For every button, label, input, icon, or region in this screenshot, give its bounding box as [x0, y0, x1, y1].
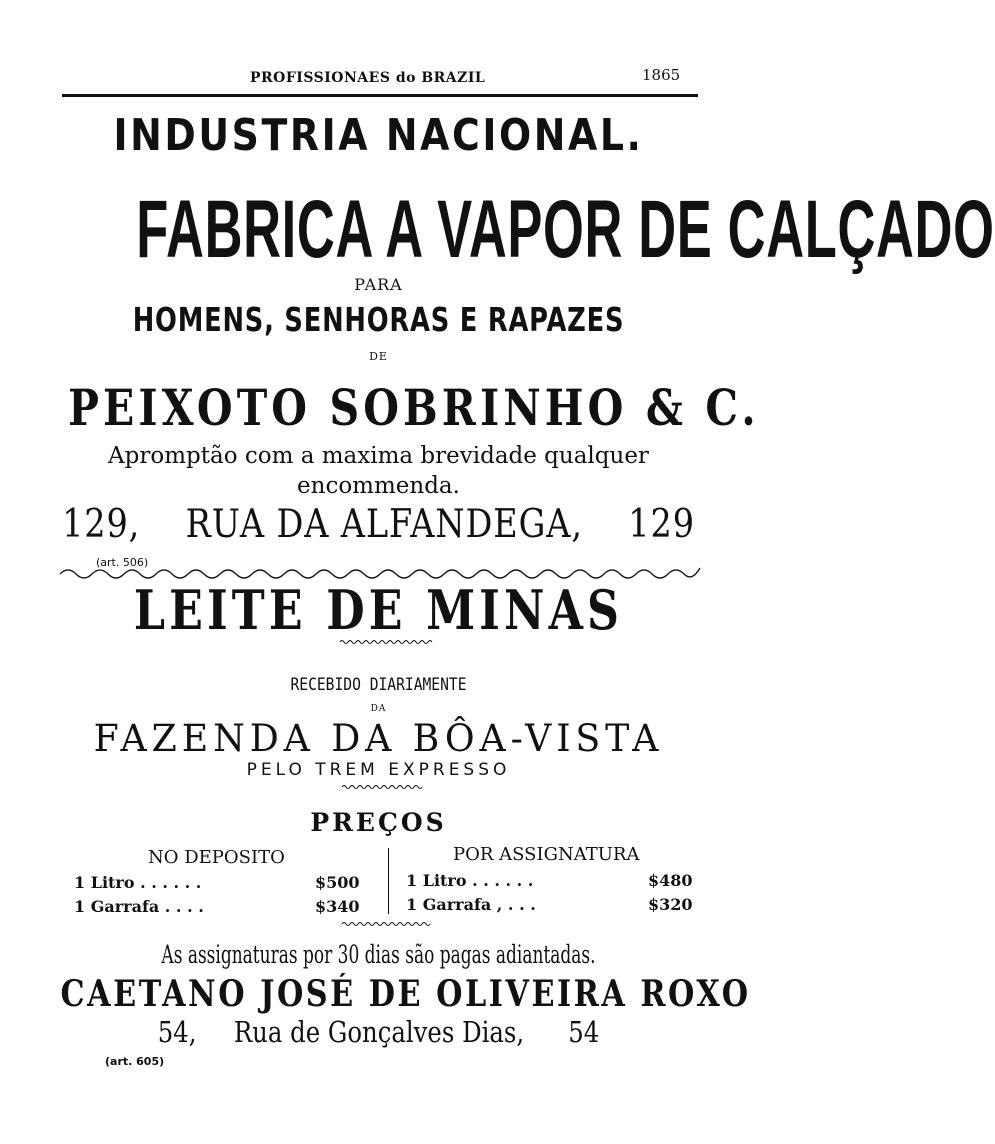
ad1-company-name: PEIXOTO SOBRINHO & C.: [68, 378, 760, 437]
ad2-address: [61, 1015, 697, 1049]
running-head: PROFISSIONAES do BRAZIL: [250, 70, 486, 86]
ad1-title: INDUSTRIA NACIONAL.: [113, 110, 644, 161]
ad1-text-line2: encommenda.: [297, 473, 460, 499]
ad1-de: DE: [369, 350, 388, 363]
ad1-subtitle: FABRICA A VAPOR DE CALÇADO: [136, 184, 995, 275]
prices-title: PREÇOS: [310, 808, 447, 837]
ad1-address-street: RUA DA ALFANDEGA,: [185, 502, 583, 547]
price-row-value: $480: [648, 871, 693, 890]
ad2-address-number-left: 54,: [157, 1015, 197, 1049]
ad2-da: DA: [370, 704, 387, 714]
ad1-address-number-right: 129: [628, 502, 695, 547]
header-rule: [62, 94, 698, 97]
price-row-item: 1 Garrafa . . . .: [74, 897, 204, 916]
ad1-address-number-left: 129,: [62, 502, 141, 547]
transport-underline-ornament: [342, 783, 422, 791]
title-underline-ornament: [340, 638, 432, 646]
price-row-item: 1 Litro . . . . . .: [406, 871, 534, 890]
price-column-divider: [388, 848, 389, 914]
page-number: 1865: [642, 66, 681, 84]
price-row-item: 1 Litro . . . . . .: [74, 873, 202, 892]
ad2-title: LEITE DE MINAS: [133, 578, 624, 642]
ad1-art-reference: (art. 506): [96, 556, 149, 569]
ad1-audience: HOMENS, SENHORAS E RAPAZES: [132, 300, 625, 339]
ad2-farm-name: FAZENDA DA BÔA-VISTA: [93, 717, 664, 760]
table-underline-ornament: [342, 920, 432, 928]
price-row-value: $320: [648, 895, 693, 914]
price-row-value: $340: [315, 897, 360, 916]
price-col-heading-subscription: POR ASSIGNATURA: [453, 844, 640, 865]
ad1-address: [53, 502, 704, 547]
ad1-para: PARA: [354, 275, 403, 294]
price-col-heading-deposit: NO DEPOSITO: [148, 847, 285, 868]
ad2-received-daily: RECEBIDO DIARIAMENTE: [290, 675, 467, 695]
price-row-value: $500: [315, 873, 360, 892]
ad1-text-line1: Apromptão com a maxima brevidade qualquer: [108, 443, 649, 469]
ad2-address-street: Rua de Gonçalves Dias,: [233, 1015, 525, 1049]
ad2-address-number-right: 54: [568, 1015, 600, 1049]
ad2-owner-name: CAETANO JOSÉ DE OLIVEIRA ROXO: [60, 973, 751, 1015]
subscription-note: As assignaturas por 30 dias são pagas adiantadas.: [161, 940, 596, 969]
ad2-art-reference: (art. 605): [105, 1055, 165, 1068]
ad2-transport: PELO TREM EXPRESSO: [246, 760, 511, 780]
price-row-item: 1 Garrafa , . . .: [406, 895, 536, 914]
